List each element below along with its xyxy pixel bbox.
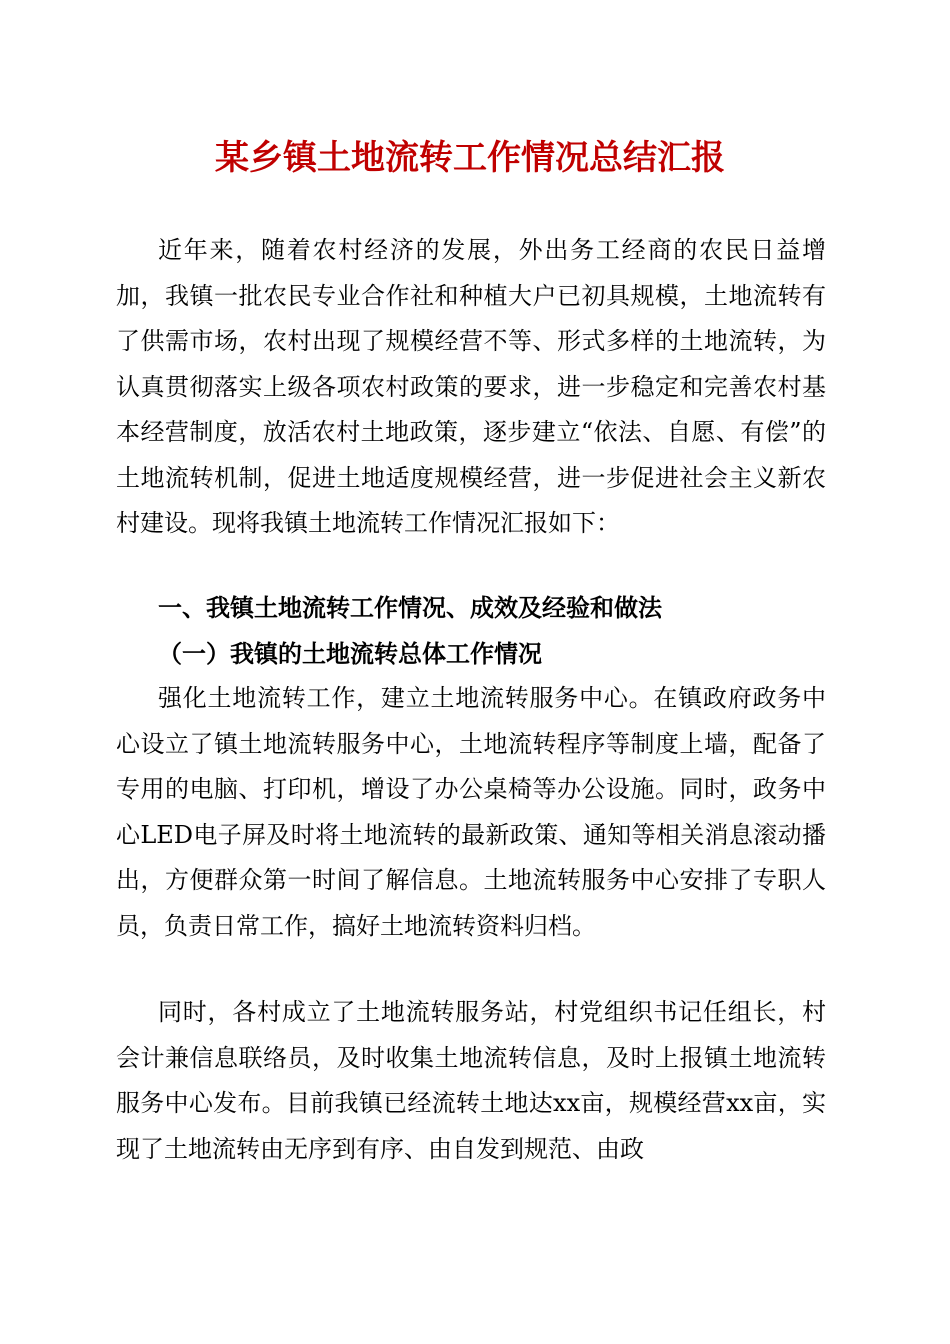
document-title: 某乡镇土地流转工作情况总结汇报 xyxy=(215,138,725,178)
village-stations-paragraph: 同时，各村成立了土地流转服务站，村党组织书记任组长，村会计兼信息联络员，及时收集土地流转信息，及时上报镇土地流转服务中心发布。目前我镇已经流转土地达xx亩，规模经营xx亩，实现了土地流转由无序到有序、由自发到规范、由政 xyxy=(116,998,826,1163)
section-heading-1: 一、我镇土地流转工作情况、成效及经验和做法 xyxy=(158,594,662,622)
intro-paragraph: 近年来，随着农村经济的发展，外出务工经商的农民日益增加，我镇一批农民专业合作社和种植大户已初具规模，土地流转有了供需市场，农村出现了规模经营不等、形式多样的土地流转，为认真贯彻落实上级各项农村政策的要求，进一步稳定和完善农村基本经营制度，放活农村土地政策，逐步建立“依法、自愿、有偿”的土地流转机制，促进土地适度规模经营，进一步促进社会主义新农村建设。现将我镇土地流转工作情况汇报如下： xyxy=(116,236,826,537)
subsection-heading-1: （一）我镇的土地流转总体工作情况 xyxy=(158,639,542,668)
service-center-paragraph: 强化土地流转工作，建立土地流转服务中心。在镇政府政务中心设立了镇土地流转服务中心，土地流转程序等制度上墙，配备了专用的电脑、打印机，增设了办公桌椅等办公设施。同时，政务中心LED电子屏及时将土地流转的最新政策、通知等相关消息滚动播出，方便群众第一时间了解信息。土地流转服务中心安排了专职人员，负责日常工作，搞好土地流转资料归档。 xyxy=(116,684,826,940)
